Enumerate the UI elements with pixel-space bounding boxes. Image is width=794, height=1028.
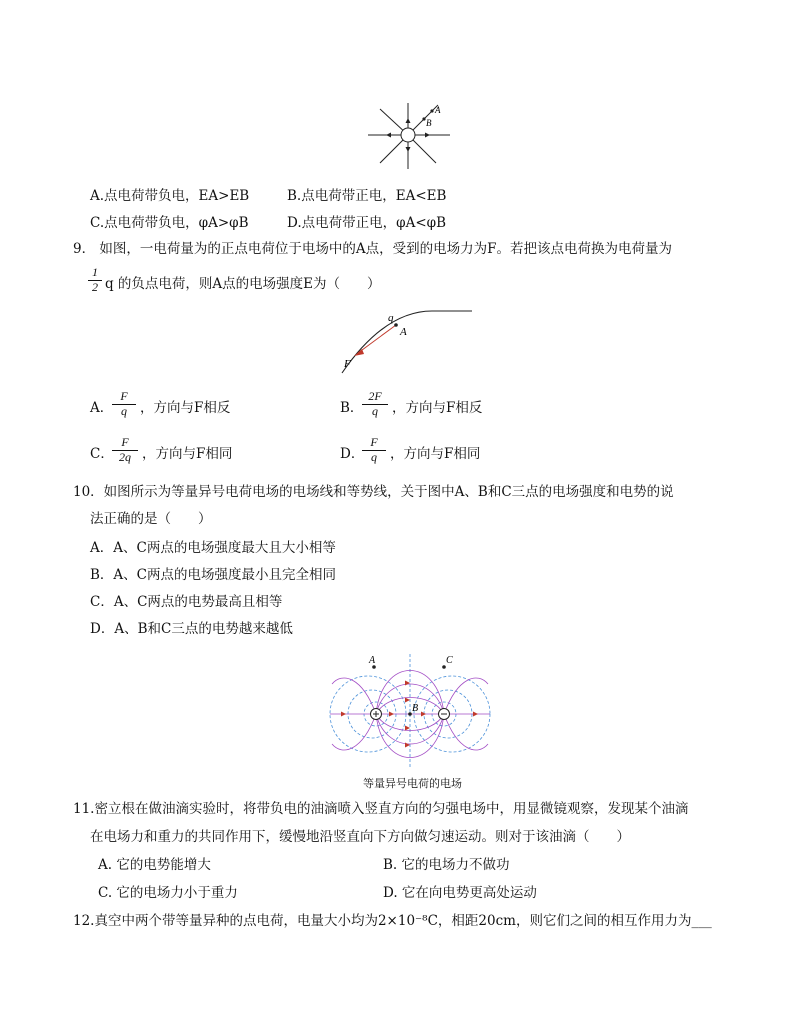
q8-field-figure	[360, 95, 456, 175]
q9-option-b-den: q	[372, 403, 378, 418]
q10-label-a: A	[369, 655, 376, 666]
q9-option-c-fraction	[112, 436, 138, 465]
q10-label-c: C	[446, 655, 453, 666]
q8-label-a: A	[435, 105, 441, 115]
q9-option-b-text: ，方向与F相反	[392, 400, 483, 416]
q12-stem-line1: 12.真空中两个带等量异种的点电荷，电量大小均为2×10⁻⁸C，相距20cm，则它们之间的相互作用力为___	[73, 913, 712, 929]
q9-label-f: F	[344, 358, 351, 370]
q9-option-c-text: ，方向与F相同	[142, 446, 233, 462]
q8-option-d[interactable]: D.点电荷带正电，φA<φB	[287, 215, 447, 231]
q11-stem-line2: 在电场力和重力的共同作用下，缓慢地沿竖直向下方向做匀速运动。则对于该油滴（ ）	[90, 829, 630, 845]
q11-option-b[interactable]: B. 它的电场力不做功	[383, 857, 510, 873]
q10-label-b: B	[412, 703, 419, 714]
q9-option-a-den: q	[121, 403, 127, 418]
q10-stem-line2: 法正确的是（ ）	[90, 511, 212, 527]
q8-label-b: B	[426, 118, 432, 128]
q9-label-a: A	[400, 326, 407, 338]
q11-option-a[interactable]: A. 它的电势能增大	[98, 857, 211, 873]
q10-option-a[interactable]: A．A、C两点的电场强度最大且大小相等	[90, 540, 336, 556]
q9-option-d-num: F	[362, 436, 386, 451]
q9-stem-line1: 9． 如图，一电荷量为的正点电荷位于电场中的A点，受到的电场力为F。若把该点电荷换为电荷量为	[73, 241, 672, 257]
q9-option-a-num: F	[112, 390, 136, 405]
q10-option-c[interactable]: C．A、C两点的电势最高且相等	[90, 594, 283, 610]
q9-option-c-den: 2q	[119, 449, 131, 464]
q11-option-d[interactable]: D. 它在向电势更高处运动	[383, 885, 537, 901]
q9-fraction-num: 1	[88, 266, 102, 281]
q8-option-b[interactable]: B.点电荷带正电，EA<EB	[287, 188, 447, 204]
q9-option-a-fraction	[112, 390, 136, 419]
q9-option-a-text: ，方向与F相反	[140, 400, 231, 416]
q9-option-d-text: ，方向与F相同	[390, 446, 481, 462]
q9-option-b-letter[interactable]: B．	[340, 400, 364, 416]
q9-option-d-fraction	[362, 436, 386, 465]
q9-fraction-den: 2	[92, 279, 98, 294]
q9-option-d-den: q	[371, 449, 377, 464]
q9-fraction	[88, 266, 102, 295]
q10-stem-line1: 10．如图所示为等量异号电荷电场的电场线和等势线，关于图中A、B和C三点的电场强度和电势的说	[73, 484, 674, 500]
q9-option-d-letter[interactable]: D．	[340, 446, 365, 462]
q9-option-c-num: F	[112, 436, 138, 451]
q9-label-q: q	[388, 312, 394, 324]
q11-option-c[interactable]: C. 它的电场力小于重力	[98, 885, 238, 901]
q9-option-b-fraction	[362, 390, 388, 419]
q9-option-c-letter[interactable]: C．	[90, 446, 114, 462]
q9-option-b-num: 2F	[362, 390, 388, 405]
q9-stem-line2: q 的负点电荷，则A点的电场强度E为（ ）	[105, 276, 381, 292]
q11-stem-line1: 11.密立根在做油滴实验时，将带负电的油滴喷入竖直方向的匀强电场中，用显微镜观察，发现某个油滴	[73, 801, 689, 817]
q9-field-line-figure	[336, 303, 478, 375]
q10-option-b[interactable]: B．A、C两点的电场强度最小且完全相同	[90, 567, 336, 583]
q8-option-c[interactable]: C.点电荷带负电，φA>φB	[90, 215, 249, 231]
q10-figure-caption: 等量异号电荷的电场	[363, 777, 462, 790]
q8-option-a[interactable]: A.点电荷带负电，EA>EB	[90, 188, 250, 204]
q9-option-a-letter[interactable]: A．	[90, 400, 114, 416]
q10-dipole-figure	[326, 652, 494, 770]
q10-option-d[interactable]: D．A、B和C三点的电势越来越低	[90, 621, 293, 637]
